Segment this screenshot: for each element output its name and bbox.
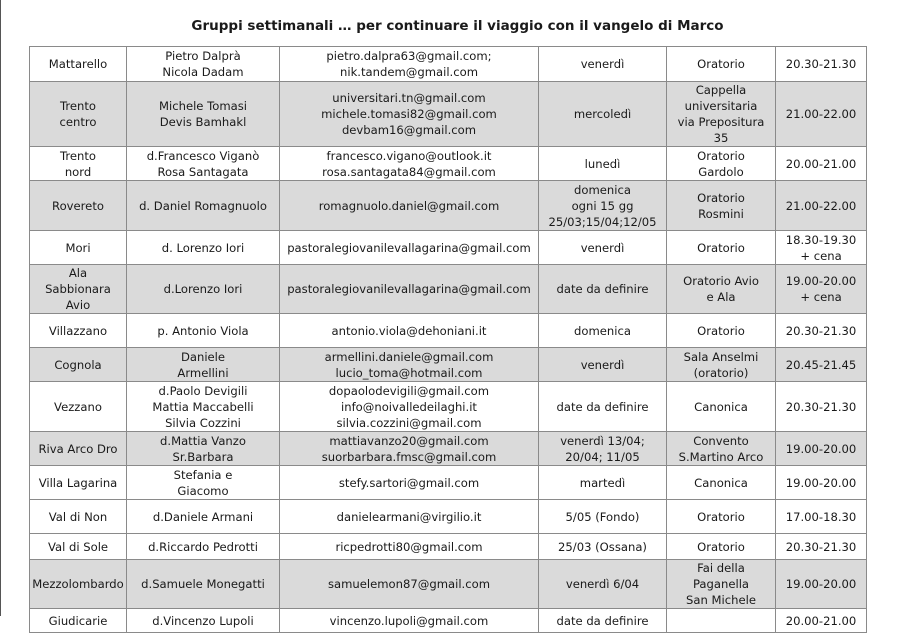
venue-cell: Oratorio xyxy=(667,534,776,560)
day-cell: date da definire xyxy=(539,265,667,314)
place-cell: Mattarello xyxy=(30,47,127,82)
venue-cell: Oratorio xyxy=(667,47,776,82)
venue-cell: Oratorio xyxy=(667,314,776,348)
emails-cell: universitari.tn@gmail.com michele.tomasi82@gmail.com devbam16@gmail.com xyxy=(280,82,539,147)
place-cell: Val di Non xyxy=(30,500,127,534)
table-row xyxy=(30,466,867,500)
leaders-cell: Michele Tomasi Devis Bamhakl xyxy=(127,82,280,147)
schedule-table xyxy=(29,46,867,633)
time-cell: 20.30-21.30 xyxy=(776,534,867,560)
time-cell: 19.00-20.00 xyxy=(776,432,867,466)
time-cell: 20.30-21.30 xyxy=(776,382,867,432)
table-row xyxy=(30,560,867,609)
day-cell: mercoledì xyxy=(539,82,667,147)
leaders-cell: d.Daniele Armani xyxy=(127,500,280,534)
table-row xyxy=(30,265,867,314)
time-cell: 18.30-19.30 + cena xyxy=(776,231,867,265)
venue-cell: Sala Anselmi (oratorio) xyxy=(667,348,776,382)
day-cell: 5/05 (Fondo) xyxy=(539,500,667,534)
leaders-cell: p. Antonio Viola xyxy=(127,314,280,348)
table-row xyxy=(30,348,867,382)
venue-cell xyxy=(667,609,776,633)
day-cell: venerdì xyxy=(539,231,667,265)
day-cell: domenica ogni 15 gg 25/03;15/04;12/05 xyxy=(539,181,667,231)
leaders-cell: Stefania e Giacomo xyxy=(127,466,280,500)
emails-cell: pastoralegiovanilevallagarina@gmail.com xyxy=(280,231,539,265)
day-cell: date da definire xyxy=(539,609,667,633)
venue-cell: Convento S.Martino Arco xyxy=(667,432,776,466)
emails-cell: pietro.dalpra63@gmail.com; nik.tandem@gmail.com xyxy=(280,47,539,82)
table-row xyxy=(30,147,867,181)
venue-cell: Canonica xyxy=(667,382,776,432)
emails-cell: armellini.daniele@gmail.com lucio_toma@hotmail.com xyxy=(280,348,539,382)
place-cell: Rovereto xyxy=(30,181,127,231)
table-row xyxy=(30,432,867,466)
time-cell: 19.00-20.00 xyxy=(776,560,867,609)
time-cell: 21.00-22.00 xyxy=(776,82,867,147)
place-cell: Vezzano xyxy=(30,382,127,432)
day-cell: venerdì 6/04 xyxy=(539,560,667,609)
table-row xyxy=(30,181,867,231)
leaders-cell: d.Mattia Vanzo Sr.Barbara xyxy=(127,432,280,466)
venue-cell: Fai della Paganella San Michele xyxy=(667,560,776,609)
table-row xyxy=(30,382,867,432)
time-cell: 20.30-21.30 xyxy=(776,314,867,348)
emails-cell: dopaolodevigili@gmail.com info@noivalledeilaghi.it silvia.cozzini@gmail.com xyxy=(280,382,539,432)
place-cell: Trento centro xyxy=(30,82,127,147)
emails-cell: stefy.sartori@gmail.com xyxy=(280,466,539,500)
leaders-cell: d.Vincenzo Lupoli xyxy=(127,609,280,633)
place-cell: Val di Sole xyxy=(30,534,127,560)
leaders-cell: d.Paolo Devigili Mattia Maccabelli Silvia Cozzini xyxy=(127,382,280,432)
page-left-border xyxy=(0,0,1,616)
day-cell: domenica xyxy=(539,314,667,348)
place-cell: Riva Arco Dro xyxy=(30,432,127,466)
schedule-table-body xyxy=(30,47,867,633)
day-cell: lunedì xyxy=(539,147,667,181)
emails-cell: mattiavanzo20@gmail.com suorbarbara.fmsc@gmail.com xyxy=(280,432,539,466)
leaders-cell: d.Francesco Viganò Rosa Santagata xyxy=(127,147,280,181)
venue-cell: Oratorio xyxy=(667,500,776,534)
table-row xyxy=(30,82,867,147)
venue-cell: Oratorio Rosmini xyxy=(667,181,776,231)
place-cell: Giudicarie xyxy=(30,609,127,633)
day-cell: date da definire xyxy=(539,382,667,432)
leaders-cell: d.Riccardo Pedrotti xyxy=(127,534,280,560)
venue-cell: Canonica xyxy=(667,466,776,500)
place-cell: Mori xyxy=(30,231,127,265)
day-cell: venerdì xyxy=(539,348,667,382)
day-cell: venerdì xyxy=(539,47,667,82)
venue-cell: Cappella universitaria via Prepositura 35 xyxy=(667,82,776,147)
table-row xyxy=(30,500,867,534)
emails-cell: vincenzo.lupoli@gmail.com xyxy=(280,609,539,633)
venue-cell: Oratorio xyxy=(667,231,776,265)
leaders-cell: Pietro Dalprà Nicola Dadam xyxy=(127,47,280,82)
time-cell: 19.00-20.00 xyxy=(776,466,867,500)
time-cell: 20.45-21.45 xyxy=(776,348,867,382)
table-row xyxy=(30,314,867,348)
leaders-cell: d. Daniel Romagnuolo xyxy=(127,181,280,231)
place-cell: Villa Lagarina xyxy=(30,466,127,500)
place-cell: Trento nord xyxy=(30,147,127,181)
leaders-cell: d.Samuele Monegatti xyxy=(127,560,280,609)
day-cell: venerdì 13/04; 20/04; 11/05 xyxy=(539,432,667,466)
emails-cell: samuelemon87@gmail.com xyxy=(280,560,539,609)
venue-cell: Oratorio Gardolo xyxy=(667,147,776,181)
document-title: Gruppi settimanali … per continuare il viaggio con il vangelo di Marco xyxy=(191,18,724,34)
time-cell: 20.30-21.30 xyxy=(776,47,867,82)
leaders-cell: d. Lorenzo Iori xyxy=(127,231,280,265)
time-cell: 19.00-20.00 + cena xyxy=(776,265,867,314)
emails-cell: francesco.vigano@outlook.it rosa.santagata84@gmail.com xyxy=(280,147,539,181)
place-cell: Ala Sabbionara Avio xyxy=(30,265,127,314)
emails-cell: antonio.viola@dehoniani.it xyxy=(280,314,539,348)
time-cell: 21.00-22.00 xyxy=(776,181,867,231)
emails-cell: romagnuolo.daniel@gmail.com xyxy=(280,181,539,231)
leaders-cell: d.Lorenzo Iori xyxy=(127,265,280,314)
leaders-cell: Daniele Armellini xyxy=(127,348,280,382)
time-cell: 20.00-21.00 xyxy=(776,609,867,633)
day-cell: martedì xyxy=(539,466,667,500)
time-cell: 20.00-21.00 xyxy=(776,147,867,181)
place-cell: Mezzolombardo xyxy=(30,560,127,609)
table-row xyxy=(30,609,867,633)
place-cell: Cognola xyxy=(30,348,127,382)
day-cell: 25/03 (Ossana) xyxy=(539,534,667,560)
table-row xyxy=(30,231,867,265)
place-cell: Villazzano xyxy=(30,314,127,348)
emails-cell: pastoralegiovanilevallagarina@gmail.com xyxy=(280,265,539,314)
table-row xyxy=(30,534,867,560)
table-row xyxy=(30,47,867,82)
venue-cell: Oratorio Avio e Ala xyxy=(667,265,776,314)
emails-cell: danielearmani@virgilio.it xyxy=(280,500,539,534)
time-cell: 17.00-18.30 xyxy=(776,500,867,534)
emails-cell: ricpedrotti80@gmail.com xyxy=(280,534,539,560)
